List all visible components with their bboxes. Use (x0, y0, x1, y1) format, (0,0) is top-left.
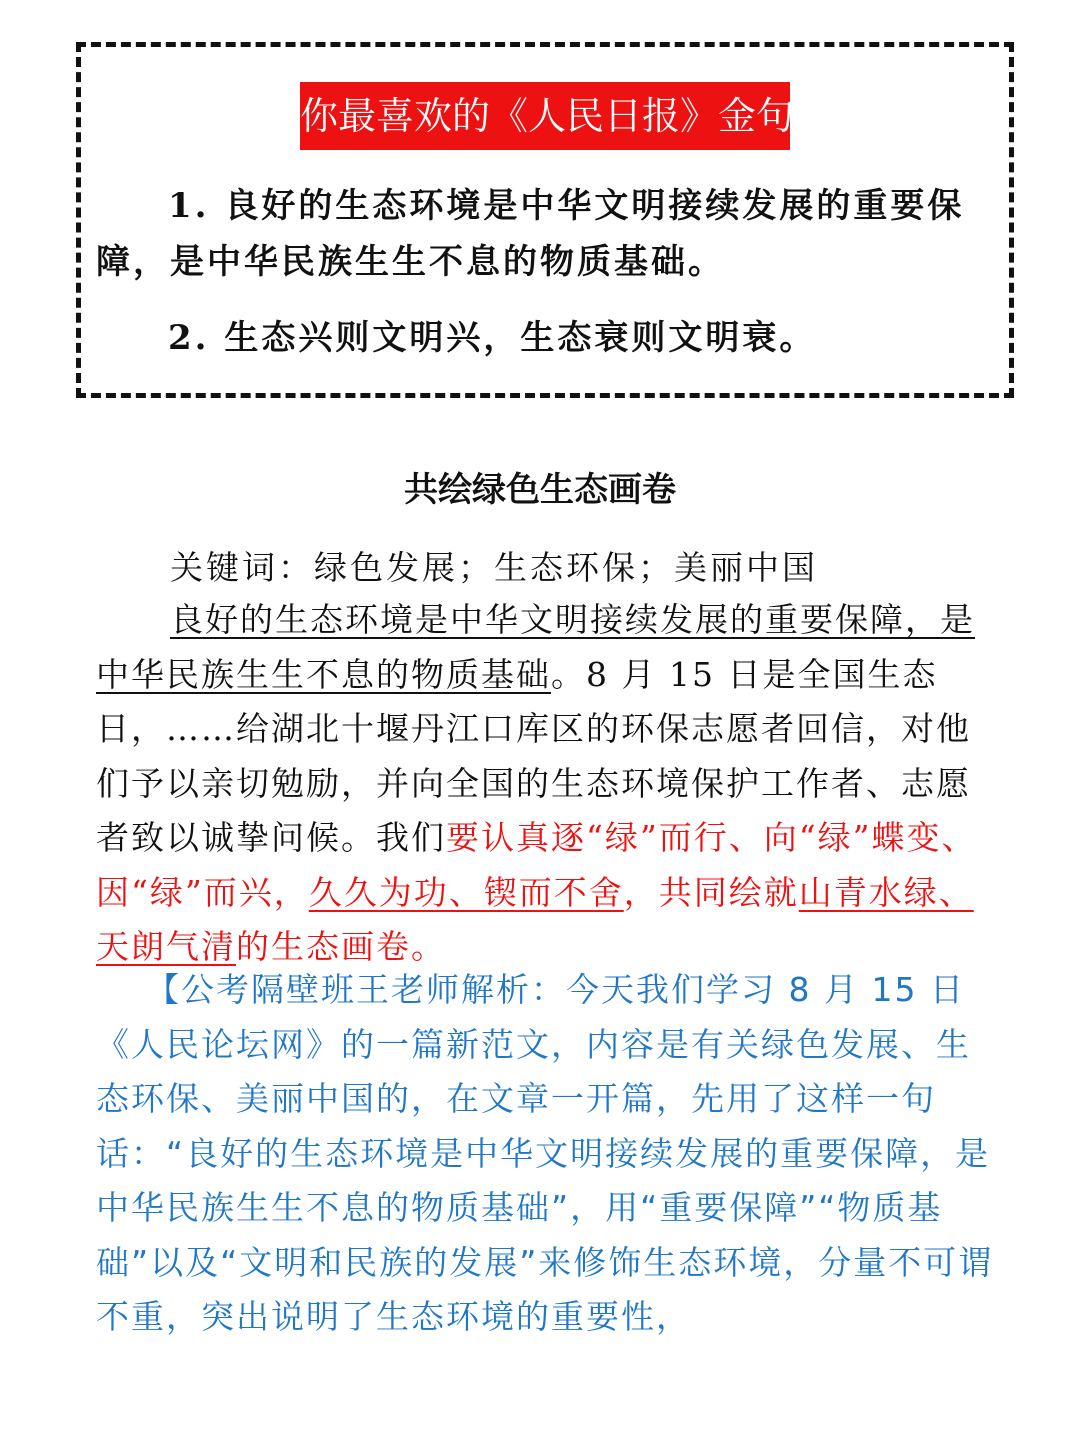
article-title: 共绘绿色生态画卷 (404, 470, 676, 510)
golden-quote-2: 2. 生态兴则文明兴，生态衰则文明衰。 (168, 318, 817, 358)
keywords-line: 关键词：绿色发展；生态环保；美丽中国 (170, 548, 818, 587)
underlined-intro: 良好的生态环境是中华文明接续发展的重要保障，是中华民族生生不息的物质基础 (96, 600, 975, 694)
body-plain-text: 。8 月 15 日是全国生态日，……给湖北十堰丹江口库区的环保志愿者回信，对他们予以亲切勉励，并向全国的生态环境保护工作者、志愿者致以诚挚问候。我们 (96, 654, 971, 857)
quote-box-title: 你最喜欢的《人民日报》金句 (300, 82, 790, 150)
red-highlight-3: 的生态画卷。 (236, 927, 446, 966)
red-underlined-phrase-2: 山青水绿、天朗气清 (96, 872, 974, 966)
red-highlight-2: ，共同绘就 (623, 872, 799, 912)
red-highlight-1: 要认真逐“绿”而行、向“绿”蝶变、因“绿”而兴， (96, 818, 977, 912)
article-body-paragraph (96, 593, 1000, 975)
golden-quote-1: 1. 良好的生态环境是中华文明接续发展的重要保障，是中华民族生生不息的物质基础。 (96, 186, 965, 282)
teacher-analysis-paragraph: 【公考隔壁班王老师解析：今天我们学习 8 月 15 日《人民论坛网》的一篇新范文，内容是有关绿色发展、生态环保、美丽中国的，在文章一开篇，先用了这样一句话：“良好的生态环境是中华文明接续发展的重要保障，是中华民族生生不息的物质基础”，用“重要保障”“物质基础”以及“文明和民族的发展”来修饰生态环境，分量不可谓不重，突出说明了生态环境的重要性， (96, 970, 994, 1336)
red-underlined-phrase-1: 久久为功、锲而不舍 (308, 872, 624, 912)
